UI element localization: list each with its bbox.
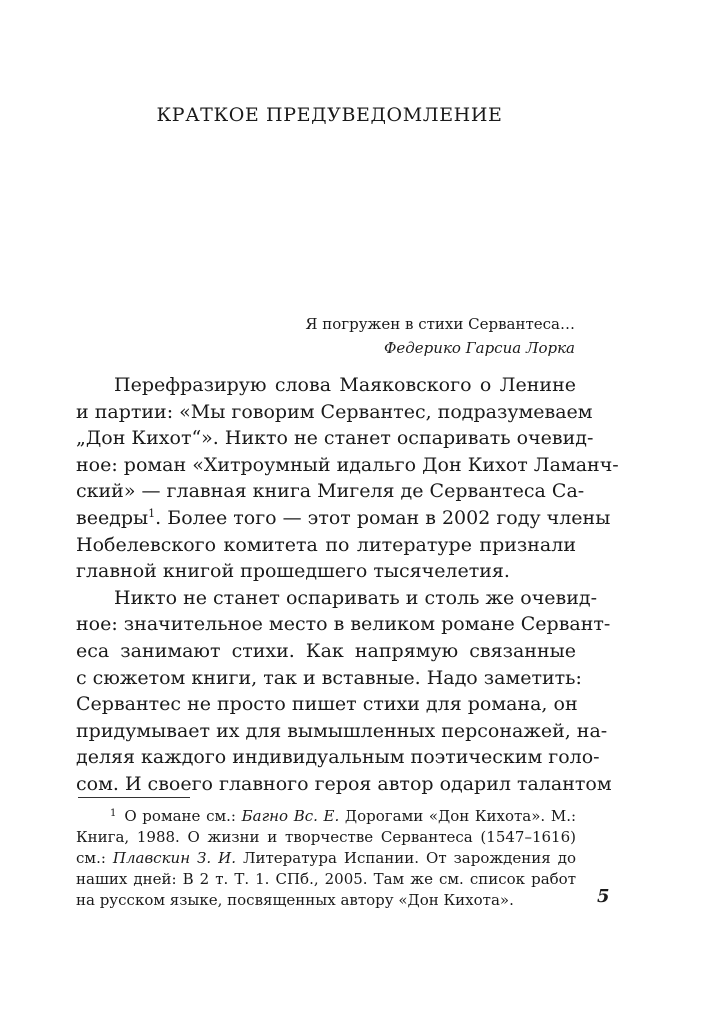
text-fragment: веедры <box>76 506 149 529</box>
text-line: Нобелевского комитета по литературе признали <box>76 533 576 556</box>
footnote <box>76 806 576 911</box>
footnote-line <box>76 806 576 827</box>
main-text <box>76 372 619 798</box>
text-line: „Дон Кихот“». Никто не станет оспаривать очевид- <box>76 427 594 450</box>
epigraph <box>200 312 575 360</box>
footnote-line: наших дней: В 2 т. Т. 1. СПб., 2005. Там же см. список работ <box>76 870 576 888</box>
footnote-line: на русском языке, посвященных автору «Дон Кихота». <box>76 891 514 909</box>
footnote-number: 1 <box>110 808 117 819</box>
footnote-line: Книга, 1988. О жизни и творчестве Сервантеса (1547–1616) <box>76 828 576 846</box>
text-line: сом. И своего главного героя автор одарил талантом <box>76 772 612 795</box>
text-line: и партии: «Мы говорим Сервантес, подразумеваем <box>76 400 593 423</box>
page-number: 5 <box>597 886 610 907</box>
footnote-divider <box>78 797 190 798</box>
text-line: Перефразирую слова Маяковского о Ленине <box>114 374 576 396</box>
text-fragment: см.: <box>76 849 113 867</box>
text-fragment: Литература Испании. От зарождения до <box>236 849 576 867</box>
text-fragment: . Более того — этот роман в 2002 году члены <box>155 506 611 529</box>
footnote-author: Багно Вс. Е. <box>241 807 340 825</box>
epigraph-text: Я погружен в стихи Сервантеса… <box>305 315 575 333</box>
footnote-line <box>76 848 576 869</box>
text-fragment: Дорогами «Дон Кихота». М.: <box>339 807 577 825</box>
footnote-author: Плавскин З. И. <box>112 849 237 867</box>
text-fragment: О романе см.: <box>124 807 242 825</box>
text-line: ное: роман «Хитроумный идальго Дон Кихот Ламанч- <box>76 453 619 476</box>
epigraph-author: Федерико Гарсиа Лорка <box>383 339 575 357</box>
text-line: деляя каждого индивидуальным поэтическим голо- <box>76 746 600 769</box>
text-line <box>76 505 611 532</box>
text-line: еса занимают стихи. Как напрямую связанные <box>76 639 576 662</box>
text-line: ное: значительное место в великом романе Сервант- <box>76 613 611 636</box>
footnote-marker[interactable]: 1 <box>148 506 156 520</box>
page-title: КРАТКОЕ ПРЕДУВЕДОМЛЕНИЕ <box>156 104 503 126</box>
text-line: придумывает их для вымышленных персонажей, на- <box>76 719 608 742</box>
text-line: главной книгой прошедшего тысячелетия. <box>76 560 510 583</box>
text-line: Сервантес не просто пишет стихи для романа, он <box>76 693 578 716</box>
text-line: Никто не станет оспаривать и столь же очевид- <box>114 586 598 609</box>
text-line: с сюжетом книги, так и вставные. Надо заметить: <box>76 666 582 689</box>
text-line: ский» — главная книга Мигеля де Сервантеса Са- <box>76 480 585 503</box>
